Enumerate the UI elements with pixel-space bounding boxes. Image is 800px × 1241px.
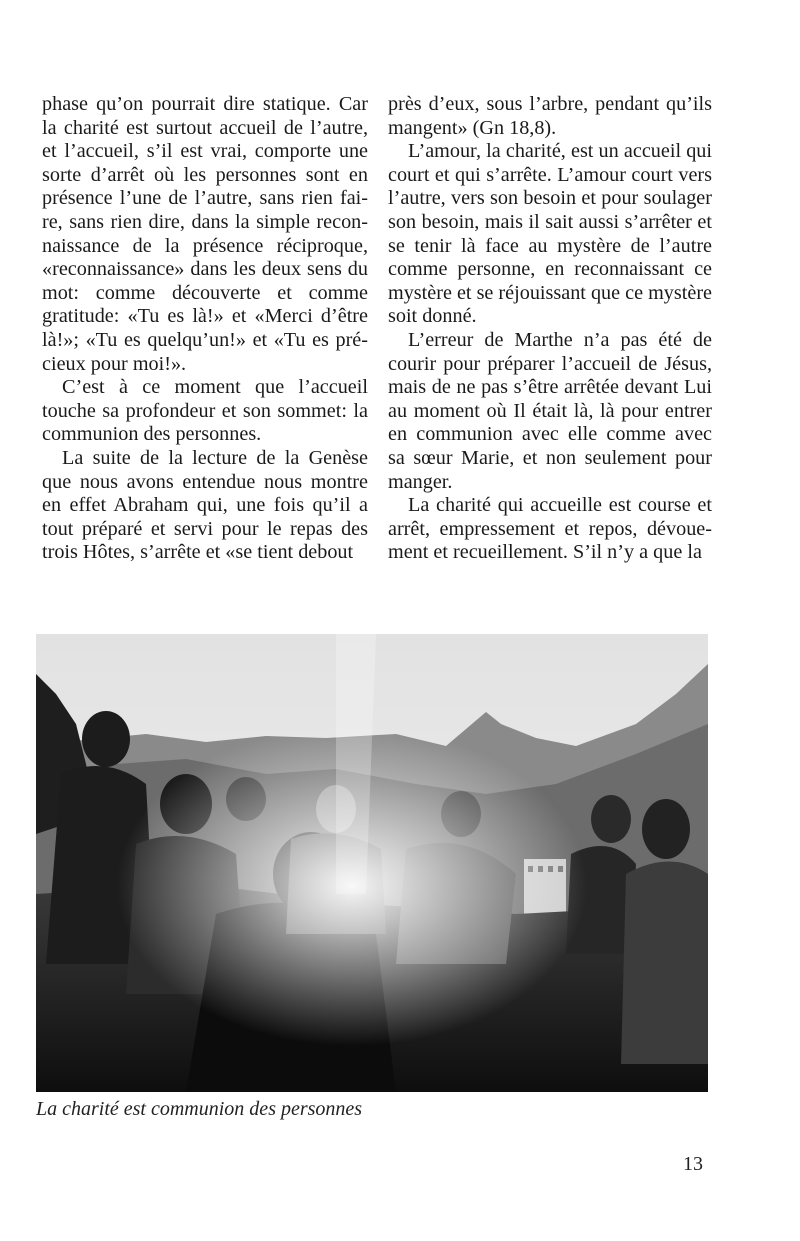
right-paragraph-4: La charité qui accueille est course et arrêt, empressement et repos, dévouement et recueillement. S’il n’y a que la [388,494,712,564]
right-paragraph-2: L’amour, la charité, est un accueil qui court et qui s’arrête. L’amour court vers l’autre, vers son besoin et pour soulager son besoin, mais il sait aussi s’arrêter et se tenir là face au mystère de l’autre comme personne, en reconnaissant ce mystère et se réjouissant que ce mystère soit donné. [388,140,713,328]
left-paragraph-3: La suite de la lecture de la Genèse que nous avons entendue nous montre en effet Abraham qui, une fois qu’il a tout préparé et servi pour le repas des trois Hôtes, s’arrête et «se tient debout [42,446,368,564]
right-text-column [388,93,712,565]
left-paragraph-2: C’est à ce moment que l’accueil touche sa profondeur et son sommet: la communion des personnes. [42,376,368,446]
photo-caption: La charité est communion des personnes [36,1098,363,1120]
page-number: 13 [683,1153,703,1175]
group-photo-mountains [36,634,708,1092]
left-text-column [42,93,368,565]
left-paragraph-1: phase qu’on pourrait dire statique. Car la charité est surtout accueil de l’autre, et l’accueil, s’il est vrai, comporte une sorte d’arrêt où les personnes sont en présence l’une de l’autre, sans rien faire, sans rien dire, dans la simple reconnaissance de la présence réciproque, «reconnaissance» dans les deux sens du mot: comme découverte et comme gratitude: «Tu es là!» et «Merci d’être là!»; «Tu es quelqu’un!» et «Tu es précieux pour moi!». [42,93,368,375]
right-paragraph-3: L’erreur de Marthe n’a pas été de courir pour préparer l’accueil de Jésus, mais de ne pas s’être arrêtée devant Lui au moment où Il était là, là pour entrer en communion avec elle comme avec sa sœur Marie, et non seulement pour manger. [388,328,712,493]
right-paragraph-1: près d’eux, sous l’arbre, pendant qu’ils mangent» (Gn 18,8). [388,93,712,139]
